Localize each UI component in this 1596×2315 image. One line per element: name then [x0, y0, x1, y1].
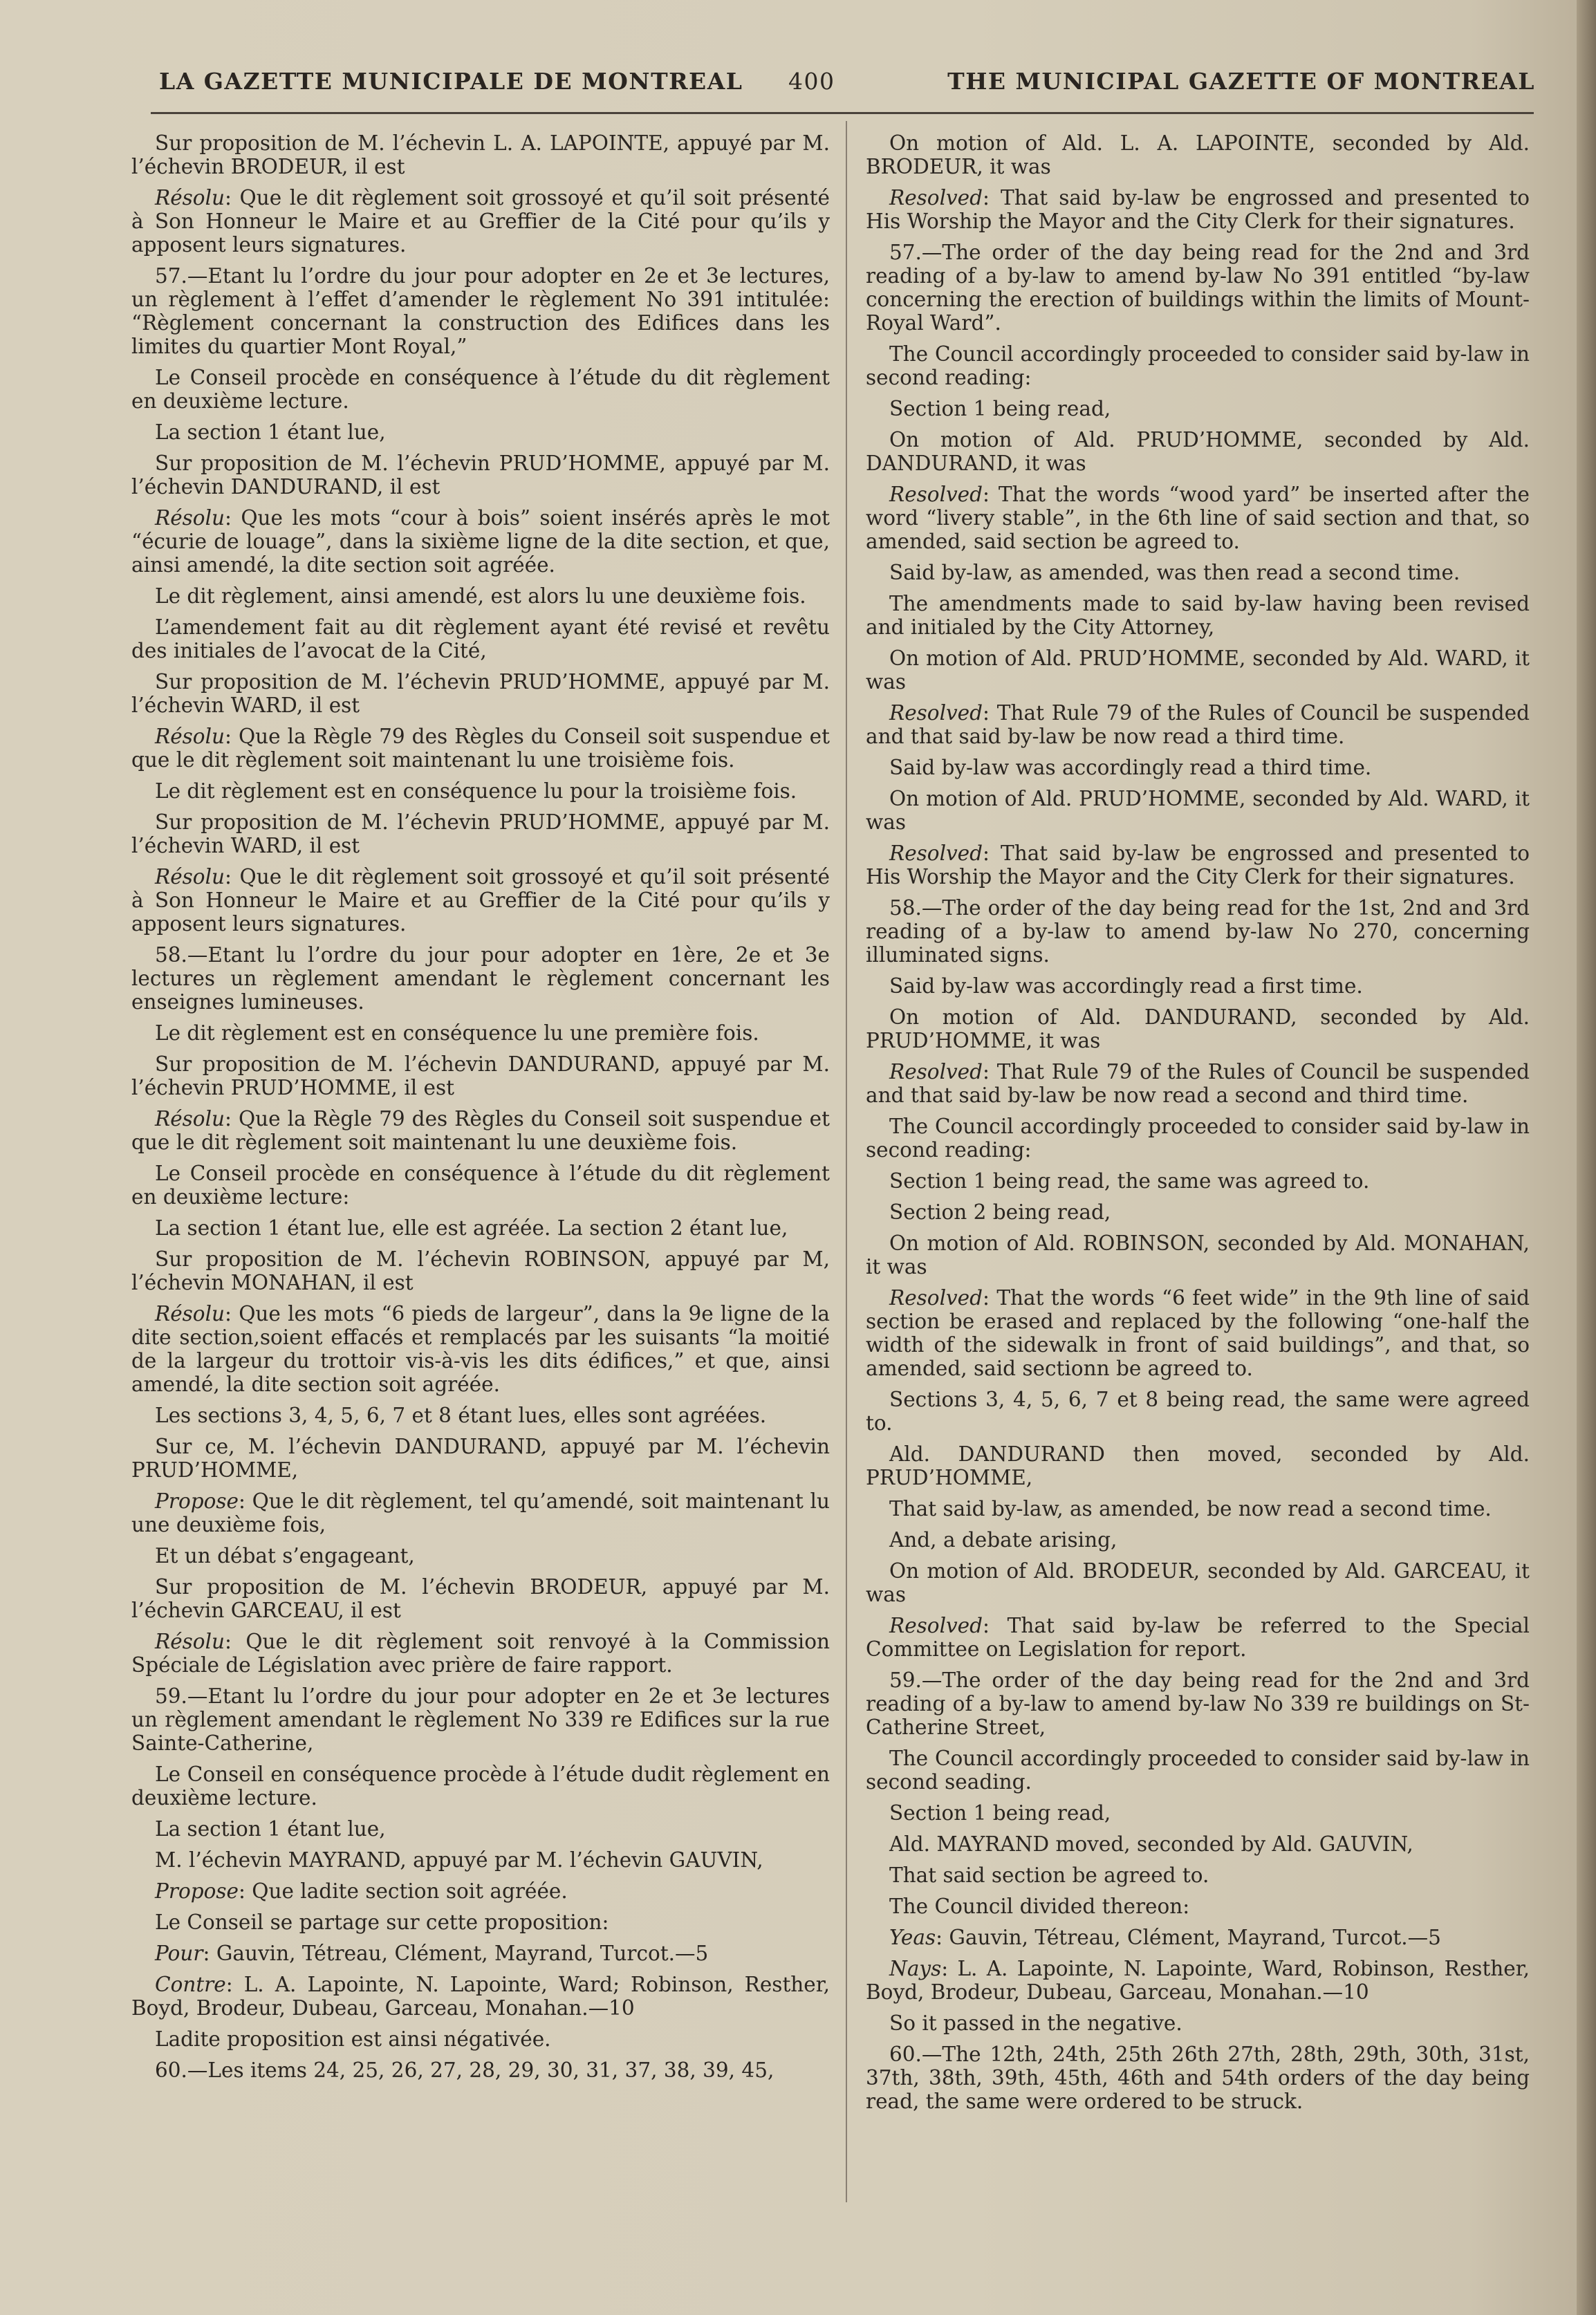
paragraph-text: On motion of Ald. PRUD’HOMME, seconded by Ald. WARD, it was — [866, 787, 1530, 834]
paragraph-text: Ald. DANDURAND then moved, seconded by Ald. PRUD’HOMME, — [866, 1442, 1530, 1489]
paragraph-lead: Contre — [155, 1973, 226, 1996]
paragraph — [131, 1216, 830, 1240]
paragraph — [131, 1107, 830, 1154]
paragraph — [131, 1021, 830, 1045]
paragraph — [866, 1957, 1530, 2004]
paragraph-text: : That the words “wood yard” be inserted after the word “livery stable”, in the 6th line of said section and that, so amended, said section be agreed to. — [866, 483, 1530, 553]
paragraph-lead: Resolved — [889, 842, 983, 865]
paragraph — [131, 1684, 830, 1755]
paragraph — [131, 1817, 830, 1841]
paragraph-text: Section 1 being read, the same was agreed to. — [889, 1169, 1370, 1193]
paragraph-lead: Resolved — [889, 1060, 983, 1084]
paragraph-text: Ladite proposition est ainsi négativée. — [155, 2027, 551, 2051]
paragraph-text: 60.—Les items 24, 25, 26, 27, 28, 29, 30, 31, 37, 38, 39, 45, — [155, 2058, 774, 2082]
paragraph — [866, 1497, 1530, 1521]
paragraph — [866, 1286, 1530, 1380]
paragraph-text: 60.—The 12th, 24th, 25th 26th 27th, 28th, 29th, 30th, 31st, 37th, 38th, 39th, 45th, 46th and 54th orders of the day being read, the same were ordered to be struck. — [866, 2043, 1530, 2113]
paragraph-text: 57.—Etant lu l’ordre du jour pour adopter en 2e et 3e lectures, un règlement à l’effet d’amender le règlement No 391 intitulée: “Règlement concernant la construction des Edifices dans les limites du quartier Mont Royal,” — [131, 264, 830, 358]
paragraph — [131, 1489, 830, 1536]
paragraph-text: 57.—The order of the day being read for the 2nd and 3rd reading of a by-law to amend by-law No 391 entitled “by-law concerning the erection of buildings within the limits of Mount-Royal Ward”. — [866, 241, 1530, 335]
paragraph — [131, 1404, 830, 1427]
paragraph-text: L’amendement fait au dit règlement ayant été revisé et revêtu des initiales de l’avocat de la Cité, — [131, 615, 830, 662]
paragraph — [866, 342, 1530, 389]
paragraph — [866, 756, 1530, 779]
paragraph-text: Ald. MAYRAND moved, seconded by Ald. GAUVIN, — [889, 1832, 1413, 1856]
paragraph — [131, 366, 830, 413]
paragraph — [131, 1763, 830, 1810]
english-column — [866, 131, 1530, 2121]
paragraph-text: On motion of Ald. DANDURAND, seconded by Ald. PRUD’HOMME, it was — [866, 1005, 1530, 1052]
paragraph — [131, 865, 830, 936]
paragraph-text: Le dit règlement est en conséquence lu une première fois. — [155, 1021, 759, 1045]
paragraph-lead: Résolu — [155, 186, 225, 210]
paragraph-text: The Council accordingly proceeded to consider said by-law in second reading: — [866, 1115, 1530, 1162]
paragraph — [131, 1575, 830, 1622]
paragraph-text: The Council accordingly proceeded to consider said by-law in second seading. — [866, 1747, 1530, 1794]
paragraph — [866, 2043, 1530, 2113]
paragraph — [866, 1832, 1530, 1856]
paragraph — [866, 186, 1530, 233]
header-english-title: THE MUNICIPAL GAZETTE OF MONTREAL — [947, 68, 1535, 95]
paragraph — [866, 974, 1530, 998]
page-header — [138, 68, 1535, 109]
paragraph-text: : Que les mots “cour à bois” soient insérés après le mot “écurie de louage”, dans la sixième ligne de la dite section, et que, ainsi amendé, la dite section soit agréée. — [131, 506, 830, 577]
paragraph-text: The Council divided thereon: — [889, 1895, 1190, 1918]
paragraph-lead: Résolu — [155, 1107, 225, 1131]
paragraph-text: La section 1 étant lue, — [155, 420, 386, 444]
paragraph-text: Said by-law was accordingly read a first time. — [889, 974, 1363, 998]
paragraph-lead: Yeas — [889, 1926, 936, 1949]
paragraph-text: Le Conseil se partage sur cette proposition: — [155, 1910, 609, 1934]
paragraph — [866, 1442, 1530, 1489]
paragraph-text: La section 1 étant lue, — [155, 1817, 386, 1841]
paragraph-text: : That said by-law be referred to the Special Committee on Legislation for report. — [866, 1614, 1530, 1661]
paragraph-text: Sur proposition de M. l’échevin BRODEUR, appuyé par M. l’échevin GARCEAU, il est — [131, 1575, 830, 1622]
paragraph-text: Section 2 being read, — [889, 1200, 1111, 1224]
paragraph-text: That said section be agreed to. — [889, 1863, 1209, 1887]
paragraph-text: Le Conseil procède en conséquence à l’étude du dit règlement en deuxième lecture: — [131, 1162, 830, 1209]
paragraph — [866, 1200, 1530, 1224]
paragraph-text: On motion of Ald. BRODEUR, seconded by Ald. GARCEAU, it was — [866, 1559, 1530, 1606]
paragraph-text: Le Conseil procède en conséquence à l’étude du dit règlement en deuxième lecture. — [131, 366, 830, 413]
paragraph — [866, 1863, 1530, 1887]
paragraph — [131, 420, 830, 444]
paragraph — [131, 452, 830, 499]
paragraph-text: 59.—Etant lu l’ordre du jour pour adopter en 2e et 3e lectures un règlement amendant le règlement No 339 re Edifices sur la rue Sainte-Catherine, — [131, 1684, 830, 1755]
paragraph — [866, 241, 1530, 335]
paragraph-text: On motion of Ald. ROBINSON, seconded by Ald. MONAHAN, it was — [866, 1231, 1530, 1279]
paragraph-text: On motion of Ald. L. A. LAPOINTE, seconded by Ald. BRODEUR, it was — [866, 131, 1530, 178]
paragraph — [131, 2058, 830, 2082]
paragraph-text: Sur proposition de M. l’échevin DANDURAND, appuyé par M. l’échevin PRUD’HOMME, il est — [131, 1052, 830, 1099]
paragraph — [866, 561, 1530, 584]
paragraph-text: : Que le dit règlement soit grossoyé et qu’il soit présenté à Son Honneur le Maire et au Greffier de la Cité pour qu’ils y apposent leurs signatures. — [131, 186, 830, 257]
paragraph-text: : Que la Règle 79 des Règles du Conseil soit suspendue et que le dit règlement soit maintenant lu une troisième fois. — [131, 725, 830, 772]
paragraph-lead: Résolu — [155, 506, 225, 530]
paragraph — [866, 1559, 1530, 1606]
paragraph-lead: Propose — [155, 1879, 239, 1903]
paragraph — [131, 1247, 830, 1294]
paragraph-text: : Gauvin, Tétreau, Clément, Mayrand, Turcot.—5 — [203, 1942, 709, 1965]
paragraph-lead: Resolved — [889, 1614, 983, 1637]
paragraph — [866, 1005, 1530, 1052]
paragraph-lead: Résolu — [155, 1302, 225, 1326]
paragraph-text: 58.—The order of the day being read for the 1st, 2nd and 3rd reading of a by-law to amend by-law No 270, concerning illuminated signs. — [866, 896, 1530, 967]
paragraph-text: : Gauvin, Tétreau, Clément, Mayrand, Turcot.—5 — [936, 1926, 1441, 1949]
paragraph-lead: Pour — [155, 1942, 203, 1965]
paragraph-text: Sur proposition de M. l’échevin L. A. LAPOINTE, appuyé par M. l’échevin BRODEUR, il est — [131, 131, 830, 178]
paragraph — [866, 397, 1530, 420]
paragraph — [866, 1801, 1530, 1825]
page-number: 400 — [788, 68, 835, 95]
paragraph — [131, 1942, 830, 1965]
paragraph-text: Les sections 3, 4, 5, 6, 7 et 8 étant lues, elles sont agréées. — [155, 1404, 767, 1427]
paragraph — [131, 1162, 830, 1209]
paragraph — [131, 506, 830, 577]
paragraph-text: And, a debate arising, — [889, 1528, 1117, 1552]
paragraph-text: : Que la Règle 79 des Règles du Conseil soit suspendue et que le dit règlement soit maintenant lu une deuxième fois. — [131, 1107, 830, 1154]
paragraph — [131, 1910, 830, 1934]
paragraph — [866, 1060, 1530, 1107]
paragraph-text: Section 1 being read, — [889, 1801, 1111, 1825]
paragraph — [131, 131, 830, 178]
paragraph-text: : L. A. Lapointe, N. Lapointe, Ward, Robinson, Resther, Boyd, Brodeur, Dubeau, Garceau, Monahan.—10 — [866, 1957, 1530, 2004]
page-edge — [1577, 0, 1596, 2315]
paragraph-text: La section 1 étant lue, elle est agréée. La section 2 étant lue, — [155, 1216, 788, 1240]
paragraph-text: The Council accordingly proceeded to consider said by-law in second reading: — [866, 342, 1530, 389]
paragraph — [131, 810, 830, 857]
paragraph-text: Sur proposition de M. l’échevin PRUD’HOMME, appuyé par M. l’échevin DANDURAND, il est — [131, 452, 830, 499]
paragraph — [866, 1231, 1530, 1279]
paragraph-text: Le dit règlement est en conséquence lu pour la troisième fois. — [155, 779, 797, 803]
paragraph — [866, 896, 1530, 967]
paragraph-lead: Resolved — [889, 701, 983, 725]
paragraph — [866, 1169, 1530, 1193]
column-divider — [846, 121, 847, 2202]
paragraph-text: : Que ladite section soit agréée. — [238, 1879, 568, 1903]
paragraph-text: Said by-law, as amended, was then read a second time. — [889, 561, 1460, 584]
header-rule — [151, 112, 1534, 114]
paragraph-lead: Resolved — [889, 483, 983, 506]
paragraph-text: On motion of Ald. PRUD’HOMME, seconded by Ald. DANDURAND, it was — [866, 428, 1530, 475]
paragraph-text: So it passed in the negative. — [889, 2011, 1182, 2035]
paragraph — [131, 779, 830, 803]
paragraph — [131, 615, 830, 662]
paragraph — [866, 1614, 1530, 1661]
paragraph — [131, 670, 830, 717]
paragraph-text: Said by-law was accordingly read a third time. — [889, 756, 1372, 779]
paragraph — [866, 787, 1530, 834]
paragraph-text: That said by-law, as amended, be now read a second time. — [889, 1497, 1492, 1521]
paragraph — [866, 1895, 1530, 1918]
paragraph-text: Sections 3, 4, 5, 6, 7 et 8 being read, the same were agreed to. — [866, 1388, 1530, 1435]
paragraph-text: On motion of Ald. PRUD’HOMME, seconded by Ald. WARD, it was — [866, 647, 1530, 694]
paragraph — [131, 1544, 830, 1568]
paragraph-text: M. l’échevin MAYRAND, appuyé par M. l’échevin GAUVIN, — [155, 1848, 763, 1872]
paragraph — [131, 725, 830, 772]
paragraph-lead: Résolu — [155, 725, 225, 748]
paragraph-lead: Résolu — [155, 865, 225, 889]
paragraph — [131, 584, 830, 608]
paragraph — [866, 1528, 1530, 1552]
paragraph — [866, 428, 1530, 475]
paragraph-text: Section 1 being read, — [889, 397, 1111, 420]
paragraph — [131, 1052, 830, 1099]
paragraph — [866, 2011, 1530, 2035]
paragraph — [866, 1115, 1530, 1162]
paragraph-text: : That said by-law be engrossed and presented to His Worship the Mayor and the City Clerk for their signatures. — [866, 842, 1530, 889]
paragraph — [131, 186, 830, 257]
paragraph-lead: Resolved — [889, 186, 983, 210]
paragraph-text: Sur ce, M. l’échevin DANDURAND, appuyé par M. l’échevin PRUD’HOMME, — [131, 1435, 830, 1482]
paragraph-lead: Nays — [889, 1957, 942, 1980]
paragraph-text: : That Rule 79 of the Rules of Council be suspended and that said by-law be now read a third time. — [866, 701, 1530, 748]
paragraph — [131, 1630, 830, 1677]
paragraph-text: : That said by-law be engrossed and presented to His Worship the Mayor and the City Clerk for their signatures. — [866, 186, 1530, 233]
paragraph — [131, 1973, 830, 2020]
paragraph-text: Sur proposition de M. l’échevin ROBINSON, appuyé par M, l’échevin MONAHAN, il est — [131, 1247, 830, 1294]
paragraph — [866, 1926, 1530, 1949]
paragraph-text: : Que les mots “6 pieds de largeur”, dans la 9e ligne de la dite section,soient effacés et remplacés par les suisants “la moitié de la largeur du trottoir vis-à-vis les dits édifices,” et que, ainsi amendé, la dite section soit agréée. — [131, 1302, 830, 1396]
paragraph-text: Sur proposition de M. l’échevin PRUD’HOMME, appuyé par M. l’échevin WARD, il est — [131, 810, 830, 857]
paragraph-text: Et un débat s’engageant, — [155, 1544, 415, 1568]
paragraph — [866, 1388, 1530, 1435]
paragraph-text: 59.—The order of the day being read for the 2nd and 3rd reading of a by-law to amend by-law No 339 re buildings on St-Catherine Street, — [866, 1668, 1530, 1739]
paragraph-text: Le dit règlement, ainsi amendé, est alors lu une deuxième fois. — [155, 584, 806, 608]
paragraph — [131, 2027, 830, 2051]
paragraph-text: Sur proposition de M. l’échevin PRUD’HOMME, appuyé par M. l’échevin WARD, il est — [131, 670, 830, 717]
paragraph-text: : Que le dit règlement soit grossoyé et qu’il soit présenté à Son Honneur le Maire et au Greffier de la Cité pour qu’ils y apposent leurs signatures. — [131, 865, 830, 936]
paragraph — [866, 1668, 1530, 1739]
paragraph — [866, 131, 1530, 178]
paragraph-text: : That Rule 79 of the Rules of Council be suspended and that said by-law be now read a second and third time. — [866, 1060, 1530, 1107]
paragraph — [131, 1848, 830, 1872]
paragraph — [866, 483, 1530, 553]
paragraph-lead: Propose — [155, 1489, 239, 1513]
paragraph — [866, 1747, 1530, 1794]
paragraph — [131, 943, 830, 1014]
paragraph — [866, 592, 1530, 639]
paragraph-text: : That the words “6 feet wide” in the 9th line of said section be erased and replaced by the following “one-half the width of the sidewalk in front of said buildings”, and that, so amended, said sectionn be agreed to. — [866, 1286, 1530, 1380]
paragraph — [131, 1879, 830, 1903]
paragraph-lead: Résolu — [155, 1630, 225, 1653]
paragraph-lead: Resolved — [889, 1286, 983, 1310]
paragraph — [866, 701, 1530, 748]
paragraph-text: The amendments made to said by-law having been revised and initialed by the City Attorney, — [866, 592, 1530, 639]
paragraph-text: : Que le dit règlement, tel qu’amendé, soit maintenant lu une deuxième fois, — [131, 1489, 830, 1536]
paragraph-text: 58.—Etant lu l’ordre du jour pour adopter en 1ère, 2e et 3e lectures un règlement amendant le règlement concernant les enseignes lumineuses. — [131, 943, 830, 1014]
header-french-title: LA GAZETTE MUNICIPALE DE MONTREAL — [159, 68, 743, 95]
french-column — [131, 131, 830, 2090]
paragraph-text: : L. A. Lapointe, N. Lapointe, Ward; Robinson, Resther, Boyd, Brodeur, Dubeau, Garceau, Monahan.—10 — [131, 1973, 830, 2020]
paragraph — [131, 1302, 830, 1396]
paragraph — [866, 647, 1530, 694]
paragraph — [866, 842, 1530, 889]
paragraph — [131, 1435, 830, 1482]
paragraph — [131, 264, 830, 358]
paragraph-text: Le Conseil en conséquence procède à l’étude dudit règlement en deuxième lecture. — [131, 1763, 830, 1810]
paragraph-text: : Que le dit règlement soit renvoyé à la Commission Spéciale de Législation avec prière de faire rapport. — [131, 1630, 830, 1677]
